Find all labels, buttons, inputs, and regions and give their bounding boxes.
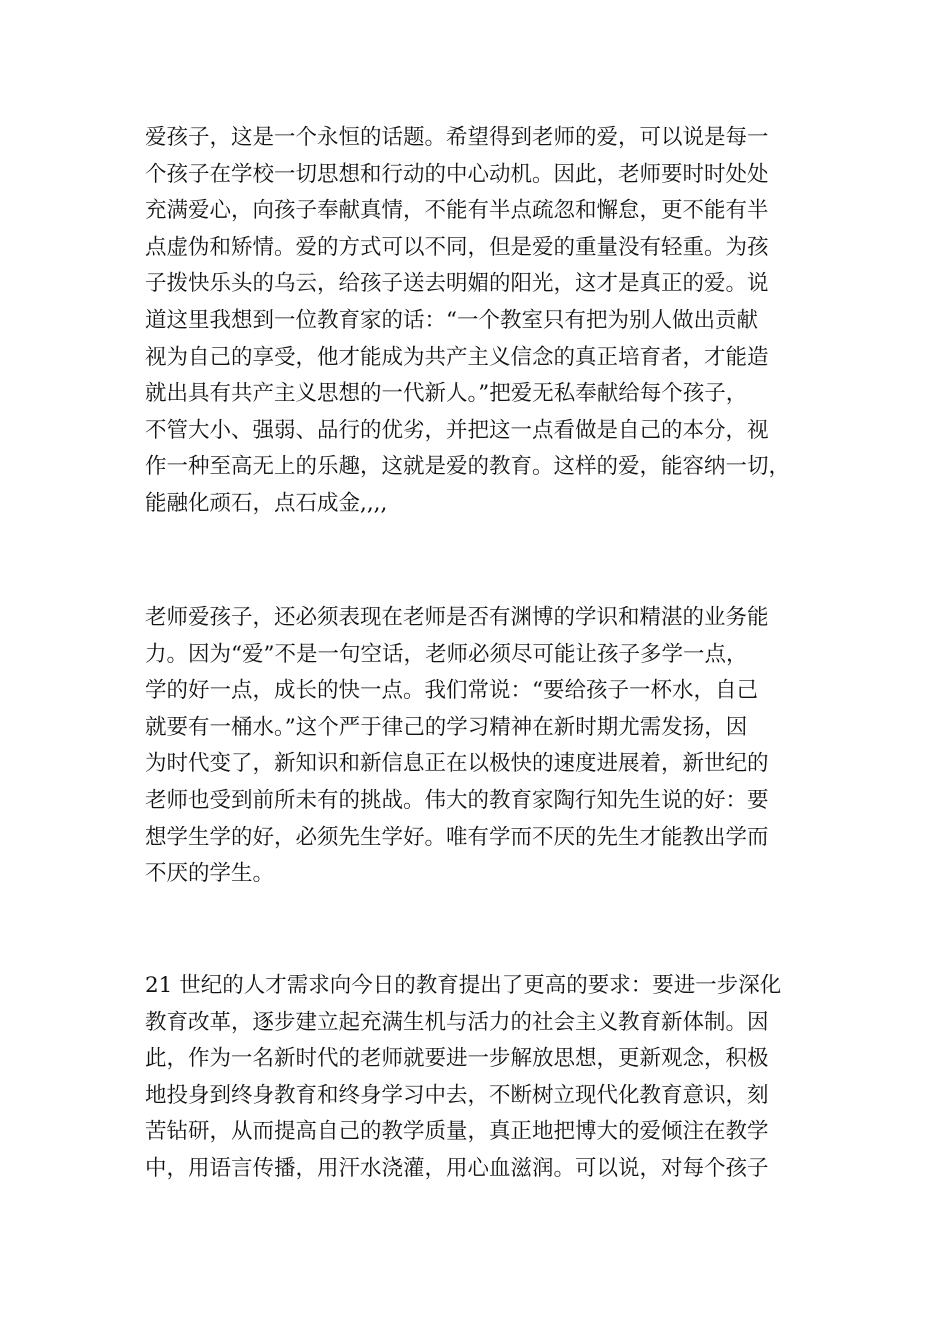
text-line: 就出具有共产主义思想的一代新人。”把爱无私奉献给每个孩子， — [145, 381, 748, 407]
text-line: 为时代变了，新知识和新信息正在以极快的速度进展着，新世纪的 — [145, 751, 769, 777]
text-line: 教育改革，逐步建立起充满生机与活力的社会主义教育新体制。因 — [145, 1009, 769, 1035]
text-line: 21 世纪的人才需求向今日的教育提出了更高的要求：要进一步深化 — [145, 973, 782, 998]
text-line: 个孩子在学校一切思想和行动的中心动机。因此，老师要时时处处 — [145, 161, 769, 187]
text-line: 学的好一点，成长的快一点。我们常说：“要给孩子一杯水，自己 — [145, 678, 758, 704]
text-line: 能融化顽石，点石成金,,,, — [145, 490, 388, 516]
text-line: 苦钻研，从而提高自己的教学质量，真正地把博大的爱倾注在教学 — [145, 1119, 769, 1145]
text-line: 视为自己的享受，他才能成为共产主义信念的真正培育者，才能造 — [145, 344, 769, 370]
text-line: 力。因为“爱”不是一句空话，老师必须尽可能让孩子多学一点， — [145, 641, 748, 667]
text-line: 老师也受到前所未有的挑战。伟大的教育家陶行知先生说的好：要 — [145, 787, 769, 813]
text-line: 作一种至高无上的乐趣，这就是爱的教育。这样的爱，能容纳一切， — [145, 454, 791, 480]
text-line: 此，作为一名新时代的老师就要进一步解放思想，更新观念，积极 — [145, 1046, 769, 1072]
text-line: 爱孩子，这是一个永恒的话题。希望得到老师的爱，可以说是每一 — [145, 125, 769, 150]
text-line: 不厌的学生。 — [145, 861, 275, 887]
text-line: 充满爱心，向孩子奉献真情，不能有半点疏忽和懈怠，更不能有半 — [145, 198, 769, 224]
paragraph-love-children — [145, 120, 825, 523]
text-line: 地投身到终身教育和终身学习中去，不断树立现代化教育意识，刻 — [145, 1082, 769, 1108]
paragraph-teacher-knowledge — [145, 600, 825, 893]
text-line: 子拨快乐头的乌云，给孩子送去明媚的阳光，这才是真正的爱。说 — [145, 271, 769, 297]
text-line: 老师爱孩子，还必须表现在老师是否有渊博的学识和精湛的业务能 — [145, 605, 769, 630]
paragraph-education-reform — [145, 968, 825, 1188]
text-line: 想学生学的好，必须先生学好。唯有学而不厌的先生才能教出学而 — [145, 824, 769, 850]
text-line: 点虚伪和矫情。爱的方式可以不同，但是爱的重量没有轻重。为孩 — [145, 234, 769, 260]
text-line: 就要有一桶水。”这个严于律己的学习精神在新时期尤需发扬，因 — [145, 714, 748, 740]
text-line: 中，用语言传播，用汗水浇灌，用心血滋润。可以说，对每个孩子 — [145, 1155, 769, 1181]
text-line: 不管大小、强弱、品行的优劣，并把这一点看做是自己的本分，视 — [145, 417, 769, 443]
text-line: 道这里我想到一位教育家的话：“一个教室只有把为别人做出贡献 — [145, 307, 758, 333]
